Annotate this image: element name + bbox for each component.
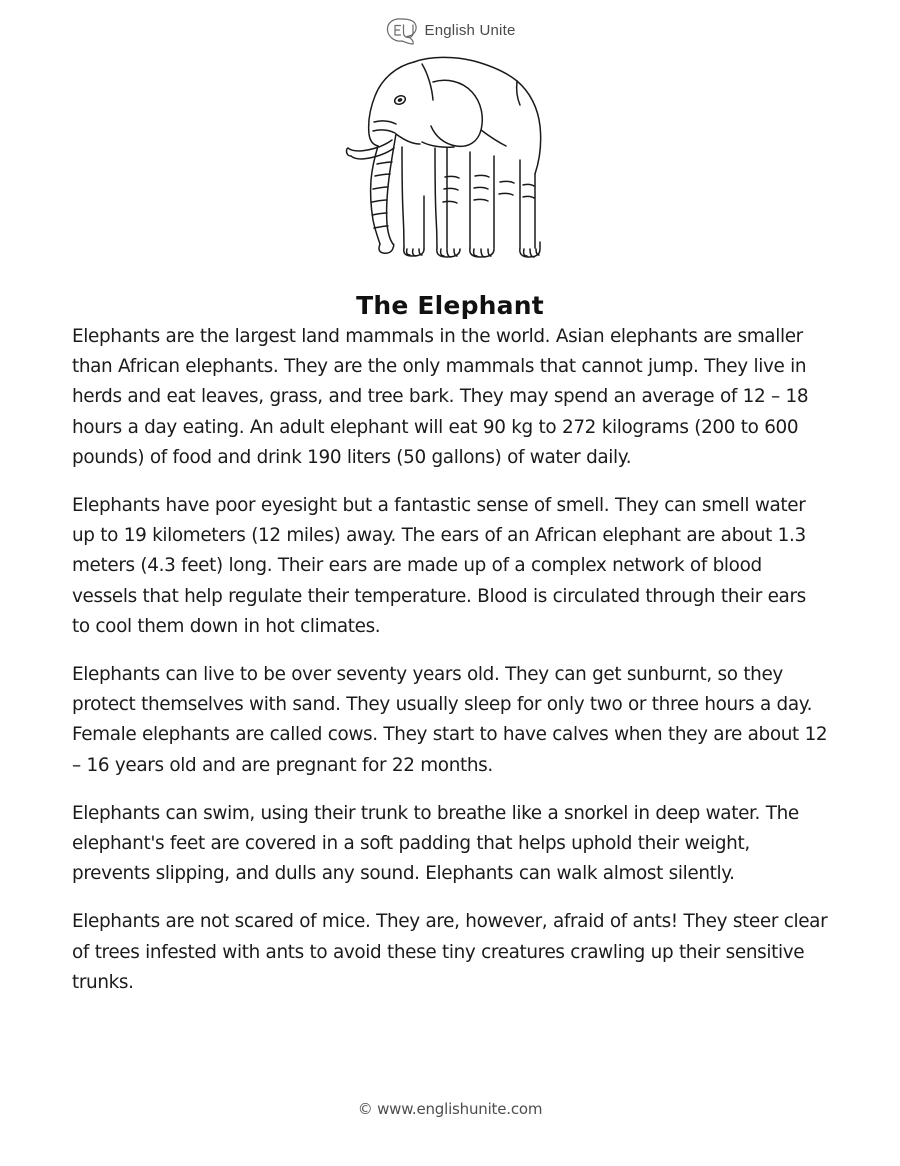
passage-paragraph-4: Elephants can swim, using their trunk to breathe like a snorkel in deep water. The elephant's feet are covered in a soft padding that helps uphold their weight, prevents slipping, and dulls any sound. Elephants can walk almost silently.	[72, 802, 799, 885]
page-title: The Elephant	[356, 290, 544, 320]
elephant-line-drawing	[334, 52, 566, 264]
reading-passage	[72, 322, 828, 998]
passage-paragraph-3: Elephants can live to be over seventy years old. They can get sunburnt, so they protect themselves with sand. They usually sleep for only two or three hours a day. Female elephants are called cows. They start to have calves when they are about 12 – 16 years old and are pregnant for 22 months.	[72, 664, 828, 776]
brand-header	[0, 16, 900, 46]
elephant-illustration	[0, 52, 900, 264]
passage-paragraph-1: Elephants are the largest land mammals in the world. Asian elephants are smaller than African elephants. They are the only mammals that cannot jump. They live in herds and eat leaves, grass, and tree bark. They may spend an average of 12 – 18 hours a day eating. An adult elephant will eat 90 kg to 272 kilograms (200 to 600 pounds) of food and drink 190 liters (50 gallons) of water daily.	[72, 326, 809, 468]
eu-monogram-leaf-icon	[385, 16, 421, 46]
passage-paragraph-2: Elephants have poor eyesight but a fantastic sense of smell. They can smell water up to 19 kilometers (12 miles) away. The ears of an African elephant are about 1.3 meters (4.3 feet) long. Their ears are made up of a complex network of blood vessels that help regulate their temperature. Blood is circulated through their ears to cool them down in hot climates.	[72, 495, 806, 637]
brand-name: English Unite	[424, 22, 516, 39]
footer-copyright: © www.englishunite.com	[357, 1100, 543, 1118]
passage-paragraph-5: Elephants are not scared of mice. They are, however, afraid of ants! They steer clear of trees infested with ants to avoid these tiny creatures crawling up their sensitive trunks.	[72, 911, 828, 993]
